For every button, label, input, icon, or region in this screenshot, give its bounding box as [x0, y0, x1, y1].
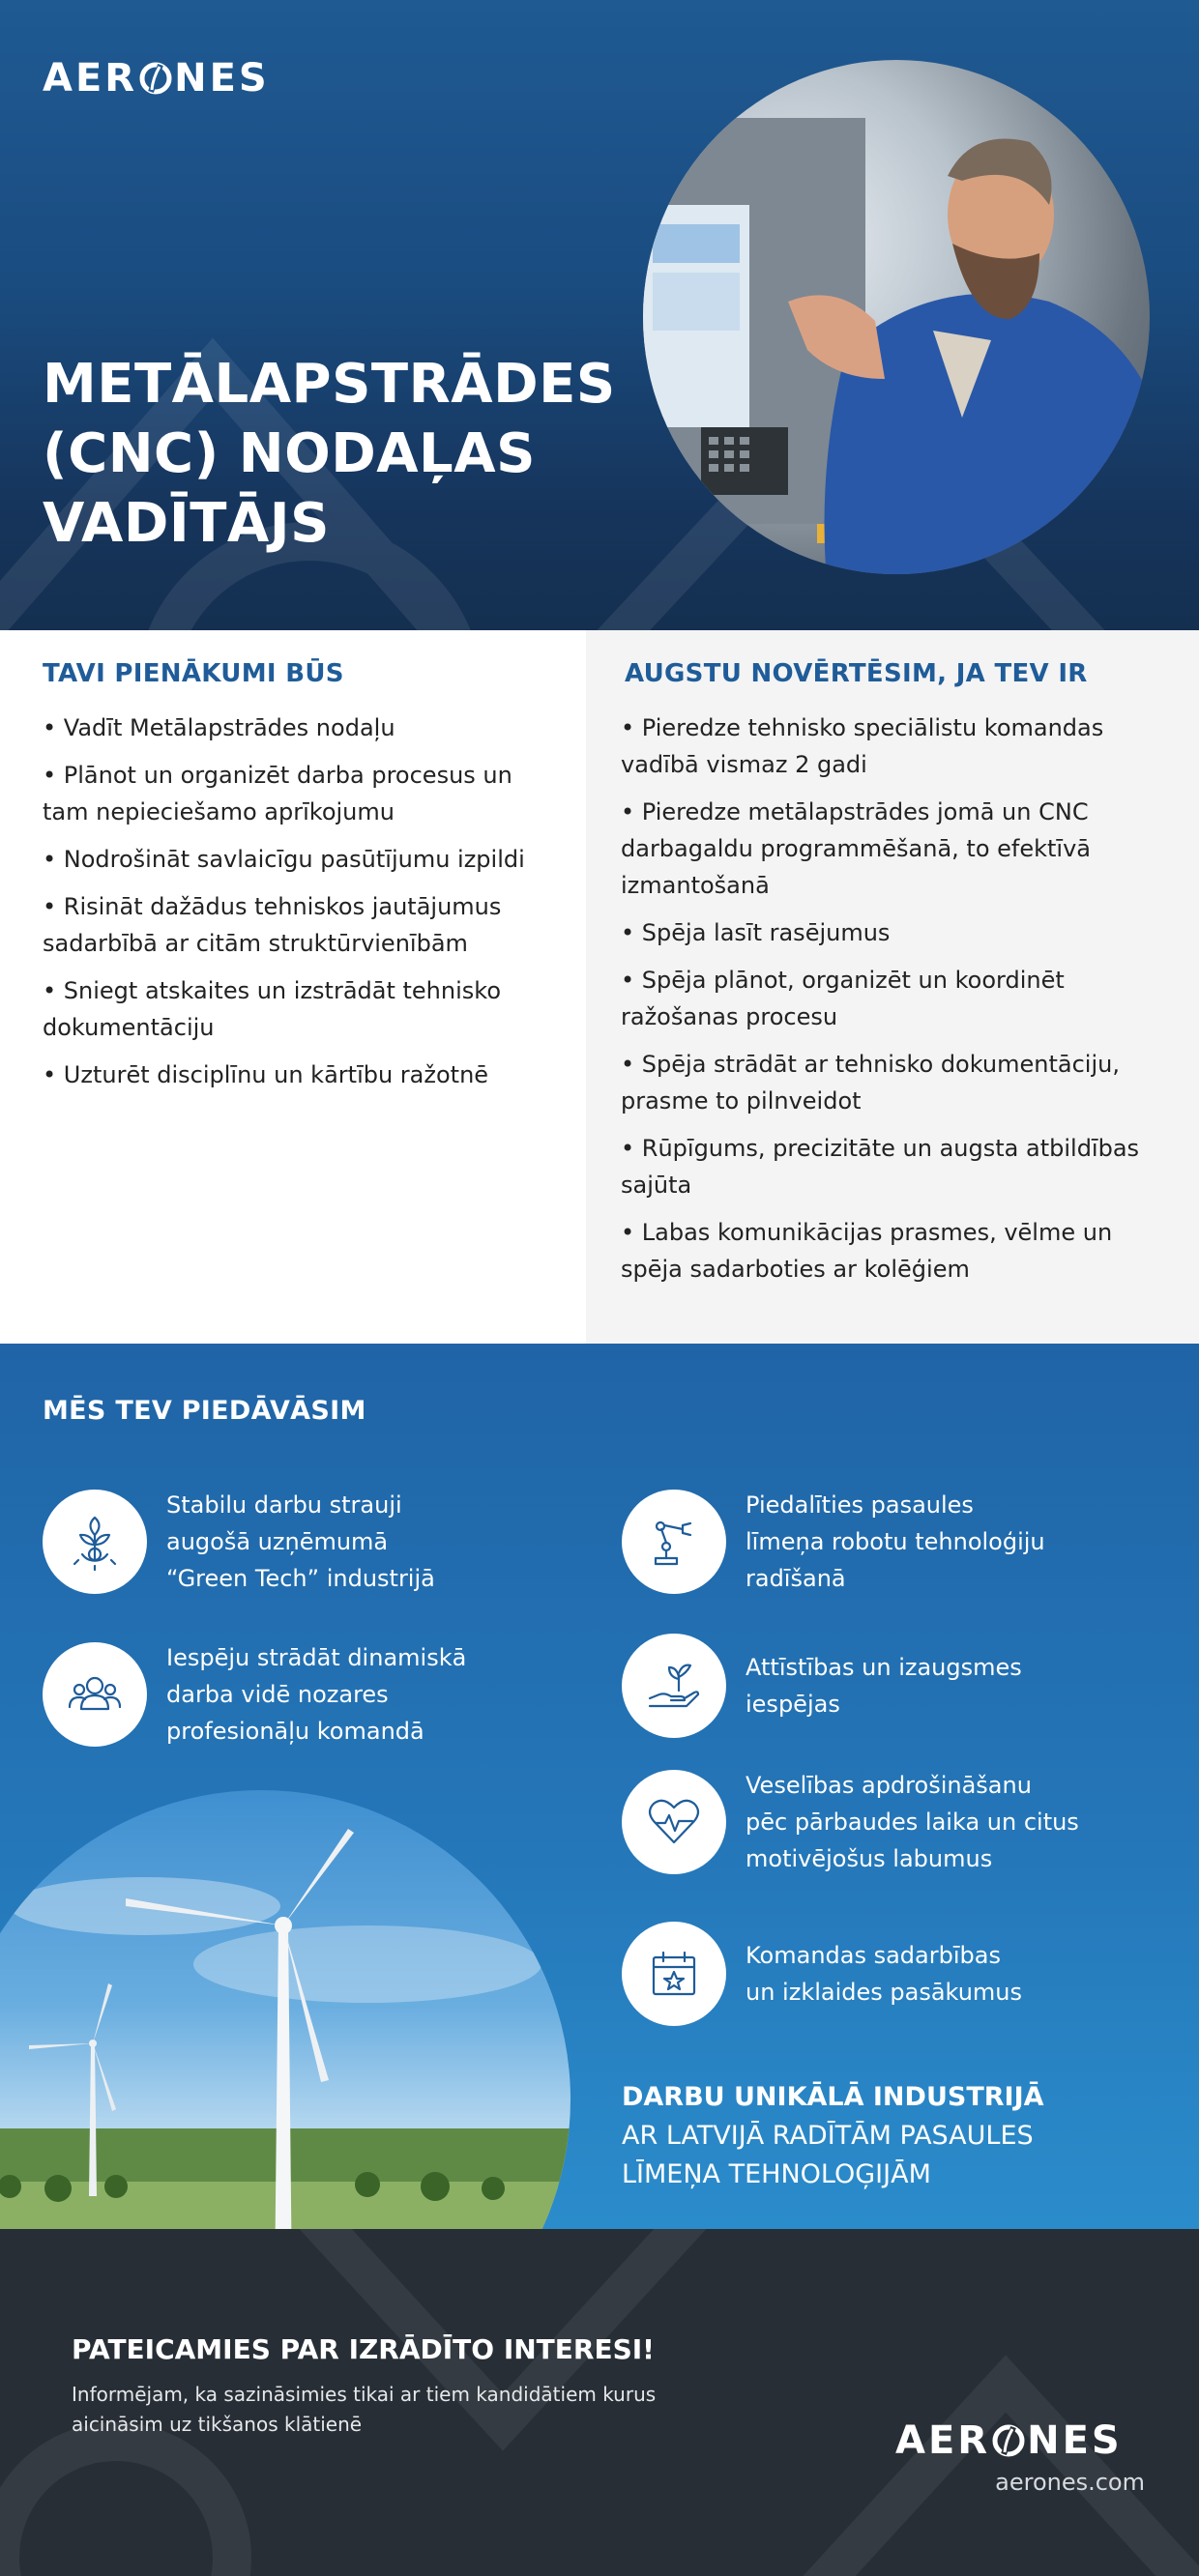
tagline: DARBU UNIKĀLĀ INDUSTRIJĀ AR LATVIJĀ RADĪTĀM PASAULES LĪMEŅA TEHNOLOĢIJĀM	[622, 2082, 1044, 2189]
thank-you-title: PATEICAMIES PAR IZRĀDĪTO INTERESI!	[72, 2333, 655, 2365]
worker-photo	[643, 60, 1150, 574]
footer-section	[0, 2229, 1199, 2576]
logo-propeller-icon	[992, 2423, 1025, 2458]
benefit-item	[622, 1767, 1079, 1877]
benefit-text: Piedalīties pasaules līmeņa robotu tehnoloģiju radīšanā	[746, 1491, 1045, 1592]
growth-hand-icon	[622, 1634, 726, 1738]
duties-title: TAVI PIENĀKUMI BŪS	[43, 659, 344, 688]
list-item: • Plānot un organizēt darba procesus un tam nepieciešamo aprīkojumu	[43, 762, 512, 825]
hero-section	[0, 0, 1199, 630]
list-item: • Pieredze tehnisko speciālistu komandas vadībā vismaz 2 gadi	[621, 714, 1104, 778]
list-item: • Nodrošināt savlaicīgu pasūtījumu izpildi	[43, 846, 525, 873]
robot-arm-icon	[622, 1490, 726, 1594]
benefit-item	[43, 1487, 435, 1597]
benefit-text: Attīstības un izaugsmes iespējas	[746, 1654, 1022, 1718]
requirements-title: AUGSTU NOVĒRTĒSIM, JA TEV IR	[625, 659, 1088, 688]
list-item: • Pieredze metālapstrādes jomā un CNC darbagaldu programmēšanā, to efektīvā izmantošanā	[621, 798, 1091, 899]
offer-title: MĒS TEV PIEDĀVĀSIM	[43, 1396, 366, 1426]
footer-note: Informējam, ka sazināsimies tikai ar tiem kandidātiem kurus aicināsim uz tikšanos klātienē	[72, 2383, 657, 2436]
heart-health-icon	[622, 1770, 726, 1874]
logo-propeller-icon	[139, 61, 172, 96]
duties-section	[0, 630, 586, 1344]
benefit-item	[622, 1487, 1045, 1597]
benefit-text: Stabilu darbu strauji augošā uzņēmumā “Green Tech” industrijā	[166, 1491, 435, 1592]
calendar-star-icon	[622, 1922, 726, 2026]
team-icon	[43, 1642, 147, 1747]
list-item: • Sniegt atskaites un izstrādāt tehnisko dokumentāciju	[43, 977, 501, 1041]
duties-list	[43, 709, 545, 1104]
green-tech-icon	[43, 1490, 147, 1594]
benefit-item	[43, 1639, 466, 1750]
benefit-text: Iespēju strādāt dinamiskā darba vidē nozares profesionāļu komandā	[166, 1644, 467, 1745]
list-item: • Uzturēt disciplīnu un kārtību ražotnē	[43, 1061, 489, 1088]
wind-turbine-photo	[0, 1790, 570, 2229]
requirements-list	[621, 709, 1162, 1298]
benefit-text: Veselības apdrošināšanu pēc pārbaudes laika un citus motivējošus labumus	[746, 1772, 1079, 1872]
list-item: • Vadīt Metālapstrādes nodaļu	[43, 714, 395, 741]
list-item: • Spēja plānot, organizēt un koordinēt ražošanas procesu	[621, 967, 1065, 1030]
benefit-item	[622, 1634, 1022, 1738]
job-title: METĀLAPSTRĀDES (CNC) NODAĻAS VADĪTĀJS	[43, 353, 616, 555]
list-item: • Risināt dažādus tehniskos jautājumus sadarbībā ar citām struktūrvienībām	[43, 893, 502, 957]
aerones-logo: AER NES	[895, 2418, 1123, 2463]
list-item: • Rūpīgums, precizitāte un augsta atbildības sajūta	[621, 1135, 1140, 1199]
benefit-text: Komandas sadarbības un izklaides pasākumus	[746, 1942, 1023, 2006]
website-link[interactable]: aerones.com	[995, 2469, 1145, 2496]
list-item: • Spēja strādāt ar tehnisko dokumentāciju, prasme to pilnveidot	[621, 1051, 1120, 1114]
offer-section	[0, 1344, 1199, 2229]
list-item: • Spēja lasīt rasējumus	[621, 919, 891, 946]
aerones-logo: AER NES	[43, 56, 270, 101]
list-item: • Labas komunikācijas prasmes, vēlme un spēja sadarboties ar kolēģiem	[621, 1219, 1113, 1283]
requirements-section	[586, 630, 1199, 1344]
benefit-item	[622, 1922, 1022, 2026]
